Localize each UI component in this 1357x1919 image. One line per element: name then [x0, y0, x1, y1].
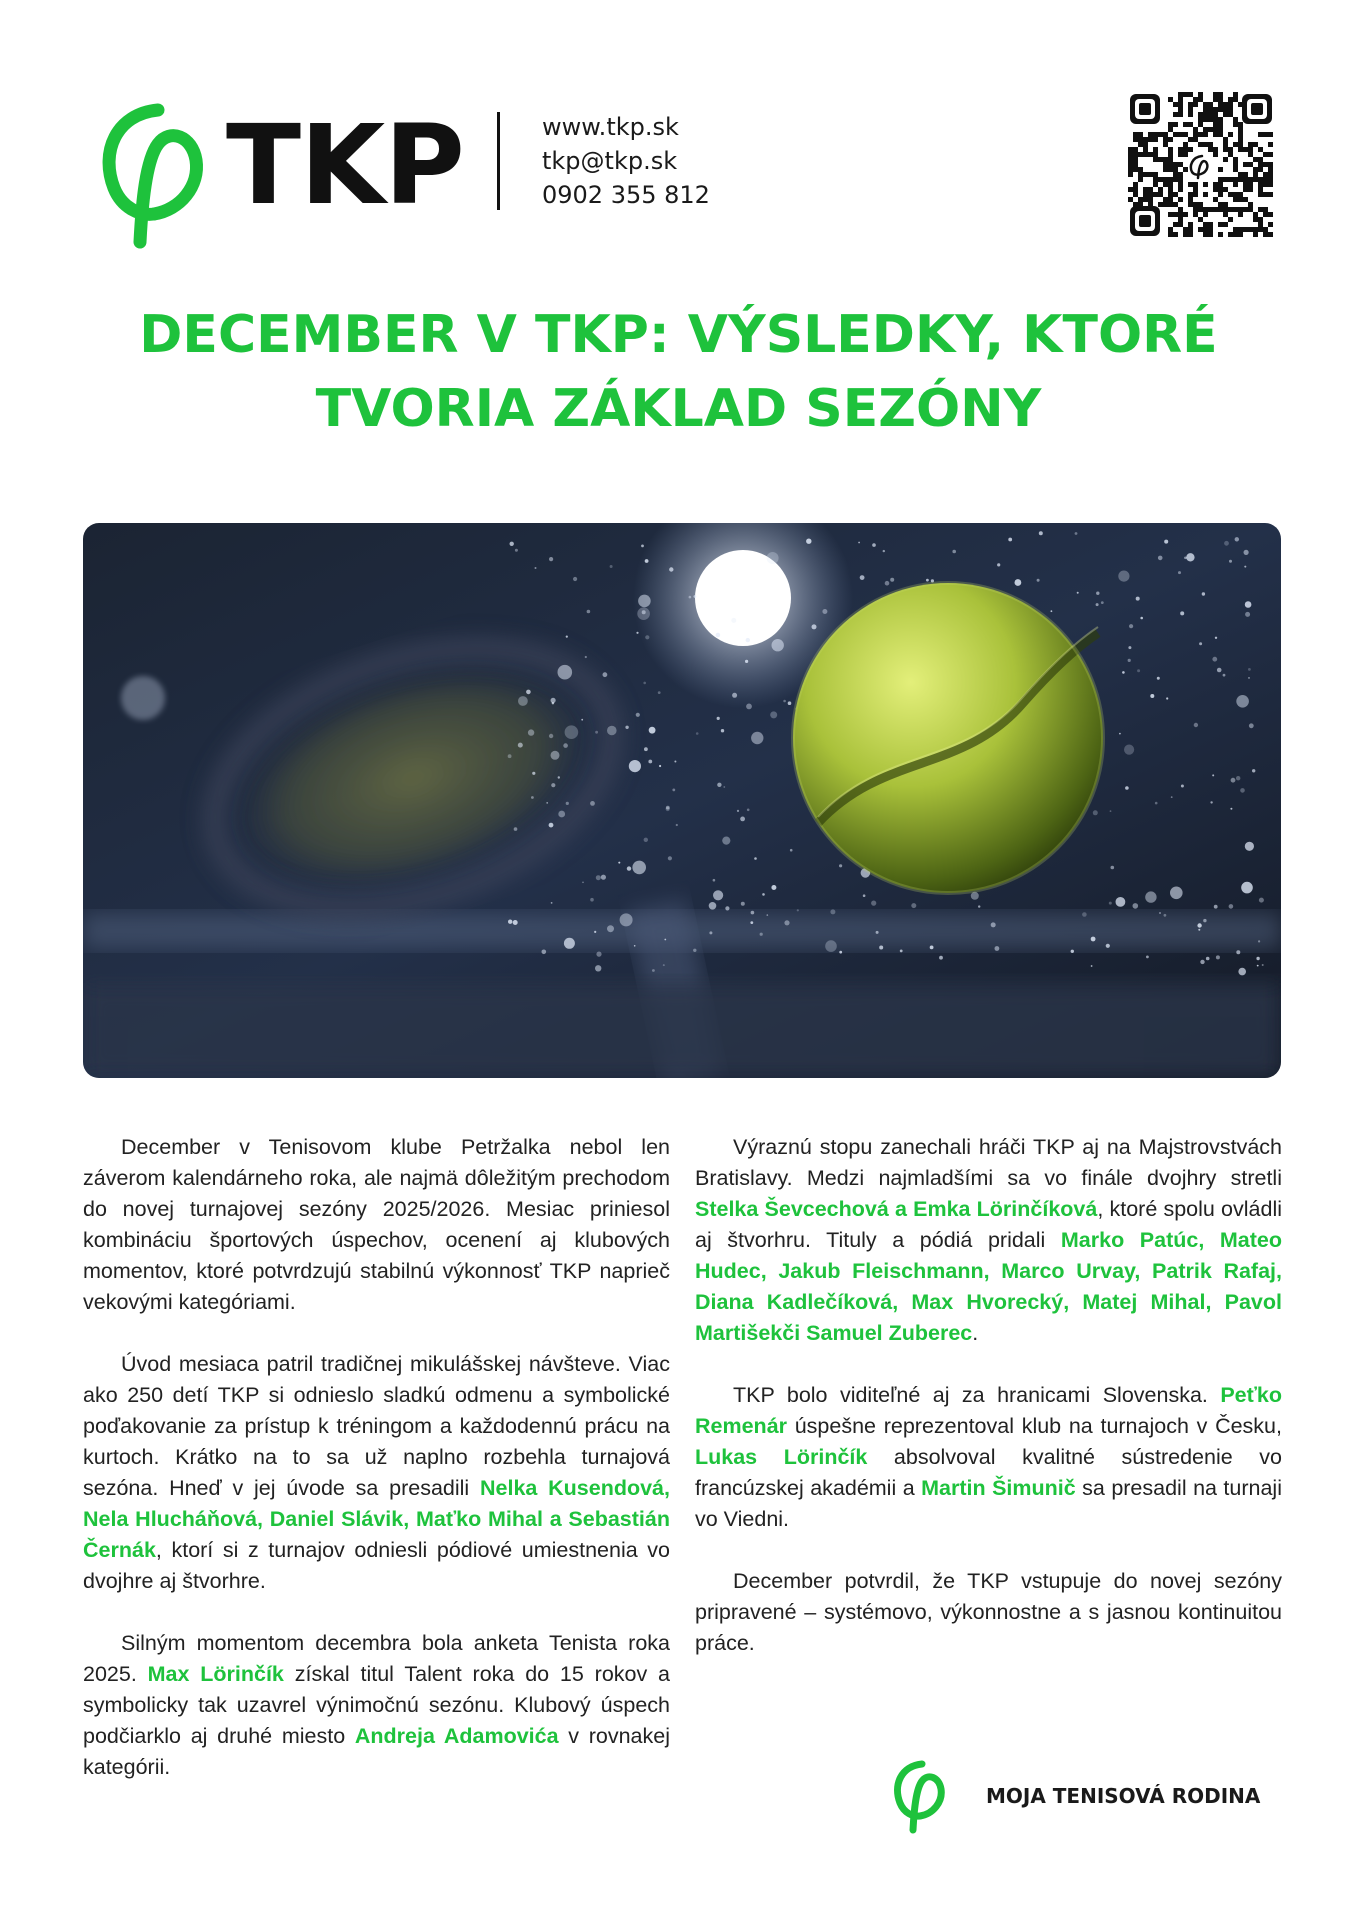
paragraph-text: TKP bolo viditeľné aj za hranicami Slovenska.: [733, 1383, 1221, 1407]
website-link[interactable]: www.tkp.sk: [542, 113, 679, 141]
paragraph-text: Úvod mesiaca patril tradičnej mikulášskej návšteve. Viac ako 250 detí TKP si odnieslo sladkú odmenu a symbolické poďakovanie za prístup k tréningom a každodennú prácu na kurtoch. Krátko na to sa už naplno rozbehla turnajová sezóna. Hneď v jej úvode sa presadili: [83, 1352, 670, 1500]
phone-number[interactable]: 0902 355 812: [542, 181, 710, 209]
article-column-right: [695, 1132, 1282, 1690]
highlighted-name: Andreja Adamovića: [354, 1724, 559, 1748]
paragraph-zaver: December potvrdil, že TKP vstupuje do novej sezóny pripravené – systémovo, výkonnostne a s jasnou kontinuitou práce.: [695, 1569, 1282, 1655]
footer-tagline: MOJA TENISOVÁ RODINA: [986, 1784, 1261, 1808]
paragraph-majstrovstva: [695, 1132, 1282, 1349]
page-title: [80, 298, 1277, 446]
highlighted-names: Nelka Kusendová, Nela Hlucháňová, Daniel Slávik, Maťko Mihal a Sebastián Černák: [83, 1476, 670, 1562]
title-line-1: DECEMBER V TKP: VÝSLEDKY, KTORÉ: [139, 305, 1218, 365]
paragraph-text: Výraznú stopu zanechali hráči TKP aj na Majstrovstvách Bratislavy. Medzi najmladšími sa vo finále dvojhry stretli: [695, 1135, 1282, 1190]
tennis-ball-night-photo: [83, 523, 1281, 1078]
paragraph-text: Silným momentom decembra bola anketa Tenista roka 2025.: [83, 1631, 670, 1686]
brand-name: TKP: [226, 101, 464, 229]
email-link[interactable]: tkp@tkp.sk: [542, 147, 678, 175]
highlighted-name: Peťko Remenár: [695, 1383, 1282, 1438]
leaf-swirl-icon: [96, 92, 216, 252]
paragraph-mikulas: [83, 1349, 670, 1597]
highlighted-name: Lukas Lörinčík: [695, 1445, 868, 1469]
highlighted-name: Martin Šimunič: [921, 1476, 1076, 1500]
paragraph-tenista-roka: [83, 1628, 670, 1783]
paragraph-text: v rovnakej kategórii.: [83, 1724, 670, 1779]
paragraph-text: , ktorí si z turnajov odniesli pódiové umiestnenia vo dvojhre aj štvorhre.: [83, 1538, 670, 1593]
paragraph-zahranicie: [695, 1380, 1282, 1535]
highlighted-name: Max Lörinčík: [147, 1662, 284, 1686]
paragraph-text: absolvoval kvalitné sústredenie vo francúzskej akadémii a: [695, 1445, 1282, 1500]
paragraph-text: úspešne reprezentoval klub na turnajoch v Česku,: [787, 1414, 1282, 1438]
tkp-logo: [96, 92, 464, 252]
article-column-left: [83, 1132, 670, 1814]
paragraph-text: , ktoré spolu ovládli aj štvorhru. Tituly a pódiá pridali: [695, 1197, 1282, 1252]
contact-info: [542, 110, 710, 212]
highlighted-names: Stelka Ševcechová a Emka Lörinčíková: [695, 1197, 1098, 1221]
paragraph-text: sa presadil na turnaji vo Viedni.: [695, 1476, 1282, 1531]
header-divider: [497, 112, 500, 210]
qr-code-icon[interactable]: [1126, 90, 1276, 240]
highlighted-names: Marko Patúc, Mateo Hudec, Jakub Fleischmann, Marco Urvay, Patrik Rafaj, Diana Kadlečíková, Max Hvorecký, Matej Mihal, Pavol Martišekči Samuel Zuberec: [695, 1228, 1282, 1345]
leaf-swirl-icon: [891, 1754, 951, 1836]
paragraph-text: .: [972, 1321, 979, 1345]
paragraph-intro: December v Tenisovom klube Petržalka nebol len záverom kalendárneho roka, ale najmä dôležitým prechodom do novej turnajovej sezóny 2025/2026. Mesiac priniesol kombináciu športových úspechov, ocenení aj klubových momentov, ktoré potvrdzujú stabilnú výkonnosť TKP naprieč vekovými kategóriami.: [83, 1135, 670, 1314]
title-line-2: TVORIA ZÁKLAD SEZÓNY: [315, 379, 1042, 439]
paragraph-text: získal titul Talent roka do 15 rokov a symbolicky tak uzavrel výnimočnú sezónu. Klubový úspech podčiarklo aj druhé miesto: [83, 1662, 671, 1748]
